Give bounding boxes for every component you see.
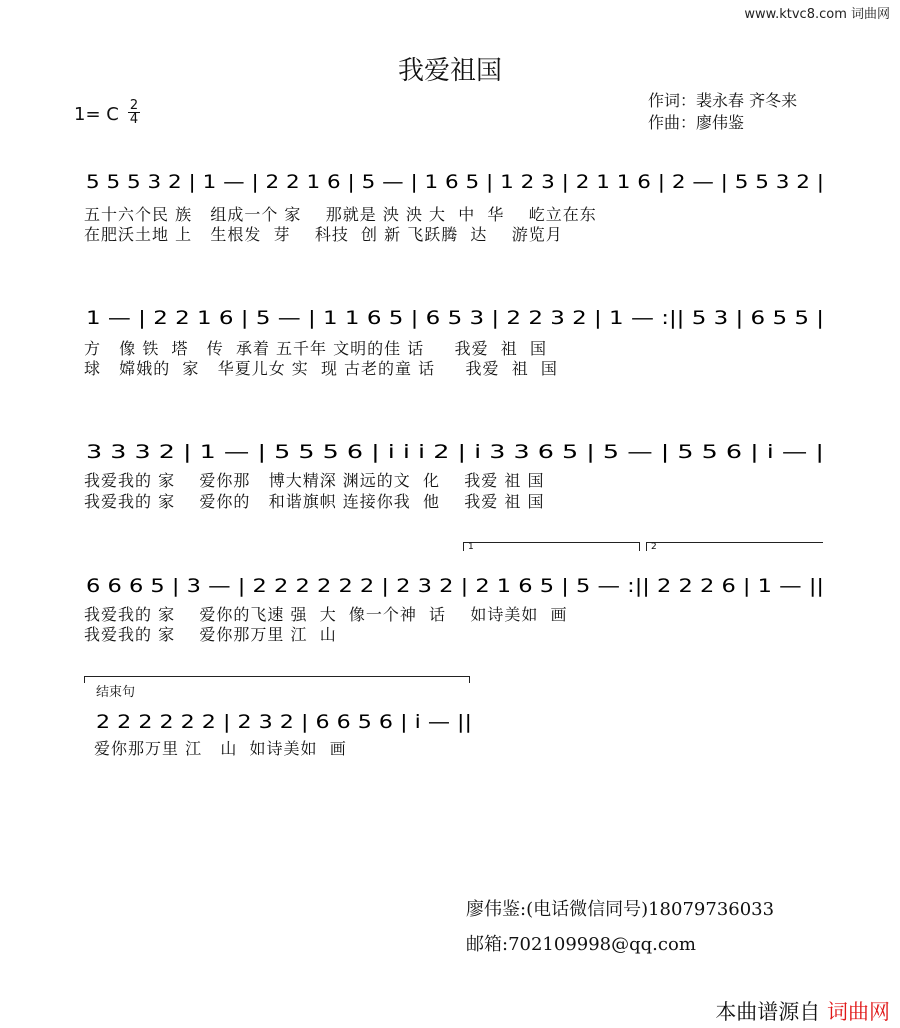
source-text: 本曲谱源自 bbox=[715, 1000, 827, 1024]
volta-first-number: 1 bbox=[468, 542, 474, 552]
source-brand: 词曲网 bbox=[827, 1000, 890, 1024]
lyrics-row-2b: 球 嫦娥的 家 华夏儿女 实 现 古老的童 话 我爱 祖 国 bbox=[84, 359, 558, 378]
volta-second-ending bbox=[646, 542, 823, 551]
contact-email: 邮箱:702109998@qq.com bbox=[466, 934, 696, 955]
time-signature bbox=[128, 99, 140, 126]
lyrics-row-1b: 在肥沃土地 上 生根发 芽 科技 创 新 飞跃腾 达 游览月 bbox=[84, 225, 563, 244]
notes-row-5: 2 2 2 2 2 2 | 2 3 2 | 6 6 5 6 | i — || bbox=[96, 711, 472, 733]
key-signature: 1= C bbox=[74, 104, 119, 125]
lyrics-row-3b: 我爱我的 家 爱你的 和谐旗帜 连接你我 他 我爱 祖 国 bbox=[84, 492, 545, 511]
ending-label: 结束句 bbox=[96, 685, 136, 700]
notes-row-4: 6 6 6 5 | 3 — | 2 2 2 2 2 2 | 2 3 2 | 2 1 6 5 | 5 — :|| 2 2 2 6 | 1 — || bbox=[86, 575, 824, 597]
score-row-4 bbox=[80, 554, 830, 600]
score-row-1 bbox=[80, 150, 830, 196]
site-watermark: www.ktvc8.com 词曲网 bbox=[744, 7, 890, 22]
notes-row-1: 5 5 5 3 2 | 1 — | 2 2 1 6 | 5 — | 1 6 5 | 1 2 3 | 2 1 1 6 | 2 — | 5 5 3 2 | bbox=[86, 171, 824, 193]
credits bbox=[648, 90, 797, 134]
lyricist: 作词：裴永春 齐冬来 bbox=[648, 91, 798, 110]
lyrics-row-2a: 方 像 铁 塔 传 承着 五千年 文明的佳 话 我爱 祖 国 bbox=[84, 339, 547, 358]
score-row-5 bbox=[80, 690, 480, 736]
lyrics-row-5: 爱你那万里 江 山 如诗美如 画 bbox=[94, 739, 347, 758]
lyrics-row-4b: 我爱我的 家 爱你那万里 江 山 bbox=[84, 625, 337, 644]
lyrics-row-4a: 我爱我的 家 爱你的飞速 强 大 像一个神 话 如诗美如 画 bbox=[84, 605, 568, 624]
score-row-3 bbox=[80, 420, 830, 466]
ending-bracket bbox=[84, 676, 470, 683]
composer: 作曲：廖伟鉴 bbox=[648, 113, 745, 132]
contact-phone: 廖伟鉴:(电话微信同号)18079736033 bbox=[466, 899, 775, 920]
volta-first-ending bbox=[463, 542, 640, 551]
time-sig-top: 2 bbox=[129, 98, 139, 113]
lyrics-row-3a: 我爱我的 家 爱你那 博大精深 渊远的文 化 我爱 祖 国 bbox=[84, 471, 545, 490]
time-sig-bottom: 4 bbox=[129, 112, 139, 127]
notes-row-2: 1 — | 2 2 1 6 | 5 — | 1 1 6 5 | 6 5 3 | 2 2 3 2 | 1 — :|| 5 3 | 6 5 5 | bbox=[86, 307, 824, 329]
volta-second-number: 2 bbox=[651, 542, 657, 552]
source-watermark bbox=[715, 996, 890, 1026]
lyrics-row-1a: 五十六个民 族 组成一个 家 那就是 泱 泱 大 中 华 屹立在东 bbox=[84, 205, 597, 224]
notes-row-3: 3 3 3 2 | 1 — | 5 5 5 6 | i i i 2 | i 3 3 6 5 | 5 — | 5 5 6 | i — | bbox=[86, 441, 824, 463]
score-row-2 bbox=[80, 286, 830, 332]
song-title: 我爱祖国 bbox=[397, 56, 502, 86]
